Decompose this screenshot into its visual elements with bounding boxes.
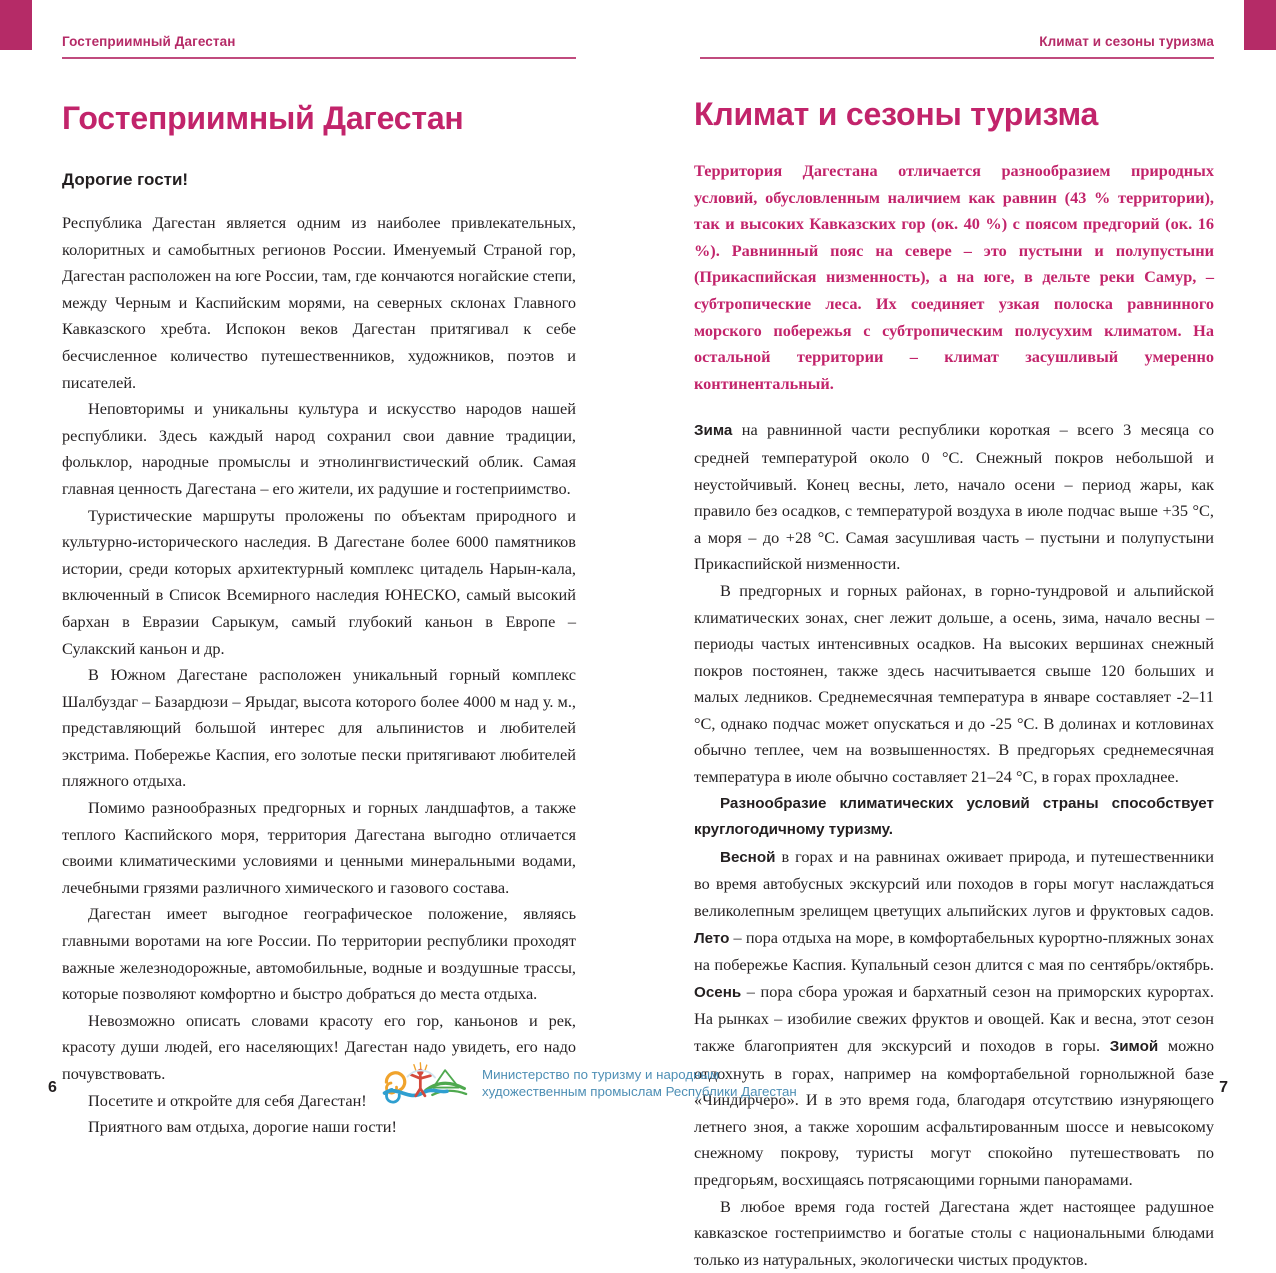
paragraph: В Южном Дагестане расположен уникальный горный комплекс Шалбуздаг – Базардюзи – Ярыдаг, высота которого более 4000 м над у. м., представляющий большой интерес для альпинистов и любителей экстрима. Побережье Каспия, его золотые пески притягивают любителей пляжного отдыха.: [62, 665, 576, 791]
paragraph-text-autumn: – пора сбора урожая и бархатный сезон на приморских курортах. На рынках – изобилие свежих фруктов и овощей. Как и весна, этот сезон также благоприятен для экскурсий и походов в горы.: [694, 981, 1214, 1055]
page-left: [0, 0, 638, 1137]
paragraph: Республика Дагестан является одним из наиболее привлекательных, колоритных и самобытных регионов России. Именуемый Страной гор, Дагестан расположен на юге России, там, где кончаются ногайские степи, между Черным и Каспийским морями, на северных склонах Главного Кавказского хребта. Испокон веков Дагестан притягивал к себе бесчисленное количество путешественников, художников, поэтов и писателей.: [62, 213, 576, 392]
paragraph: Приятного вам отдыха, дорогие наши гости!: [88, 1117, 397, 1137]
running-head-right: [700, 34, 1214, 66]
run-in-lead-winter-season: Зимой: [1109, 1038, 1159, 1055]
run-in-lead-spring: Весной: [720, 848, 776, 866]
run-in-lead-summer: Лето: [694, 929, 730, 947]
paragraph: Посетите и откройте для себя Дагестан!: [88, 1090, 367, 1110]
paragraph: Неповторимы и уникальны культура и искусство народов нашей республики. Здесь каждый народ сохранил свои давние традиции, фольклор, народные промыслы и этнолингвистический облик. Самая главная ценность Дагестана – его жители, их радушие и гостеприимство.: [62, 399, 576, 498]
paragraph-winter-plains: [694, 417, 1214, 578]
paragraph-year-round-tourism: Разнообразие климатических условий страны способствует круглогодичному туризму.: [694, 794, 1214, 839]
page-title-right: Климат и сезоны туризма: [694, 96, 1099, 132]
paragraph-text-winter: можно отдохнуть в горах, например на комфортабельной горнолыжной базе «Чиндирчеро». И в это время года, благодаря отсутствию изнуряющего летнего зноя, а также хорошим асфальтированным шоссе и невысокому снежному покрову, туристы могут спокойно путешествовать по предгорьям, восхищаясь потрясающими горными панорамами.: [694, 1036, 1214, 1189]
paragraph-text-summer: – пора отдыха на море, в комфортабельных курортно-пляжных зонах на побережье Каспия. Купальный сезон длится с мая по сентябрь/октябрь.: [694, 927, 1214, 975]
paragraph: Туристические маршруты проложены по объектам природного и культурно-исторического наследия. В Дагестане более 6000 памятников истории, среди которых архитектурный комплекс цитадель Нарын-кала, включенный в Список Всемирного наследия ЮНЕСКО, самый высокий бархан в Евразии Сарыкум, самый глубокий каньон в Европе – Сулакский каньон и др.: [62, 505, 576, 658]
paragraph-mountains: В предгорных и горных районах, в горно-тундровой и альпийской климатических зонах, снег лежит дольше, а осень, зима, начало весны – периоды частых интенсивных осадков. На высоких вершинах снежный покров постоянен, также здесь насчитывается свыше 120 больших и малых ледников. Среднемесячная температура в январе составляет -2–11 °С, однако подчас может опускаться и до -25 °С. В долинах и котловинах обычно теплее, чем на возвышенностях. В предгорьях среднемесячная температура в июле обычно составляет 21–24 °С, в горах прохладнее.: [694, 580, 1214, 787]
page-number-right: 7: [1219, 1079, 1228, 1096]
ministry-line-2: художественным промыслам Республики Дагестан: [482, 1084, 797, 1099]
body-column-left: [62, 210, 576, 1141]
running-head-rule-left: [62, 57, 576, 59]
running-head-left-text: Гостеприимный Дагестан: [62, 34, 236, 49]
paragraph: Невозможно описать словами красоту его гор, каньонов и рек, красоту души людей, его населяющих! Дагестан надо увидеть, его надо почувствовать.: [62, 1010, 576, 1083]
ministry-footer: [378, 1061, 898, 1105]
tourism-ministry-logo-icon: [378, 1061, 470, 1105]
running-head-left: [62, 34, 576, 66]
page-title-left: Гостеприимный Дагестан: [62, 100, 464, 136]
running-head-rule-right: [700, 57, 1214, 59]
ministry-footer-text: [482, 1066, 797, 1100]
paragraph: Помимо разнообразных предгорных и горных ландшафтов, а также теплого Каспийского моря, территория Дагестана выгодно отличается своими климатическими условиями и ценными минеральными водами, лечебными грязями различного химического и газового состава.: [62, 798, 576, 897]
paragraph-text-spring: в горах и на равнинах оживает природа, и путешественники во время автобусных экскурсий или походов в горы могут наслаждаться великолепным зрелищем цветущих альпийских лугов и фруктовых садов.: [694, 846, 1214, 921]
body-column-right: [694, 417, 1214, 1273]
ministry-line-1: Министерство по туризму и народным: [482, 1067, 720, 1082]
paragraph-seasons: [694, 844, 1214, 1194]
running-head-right-text: Климат и сезоны туризма: [1039, 34, 1214, 49]
run-in-lead-autumn: Осень: [694, 983, 742, 1001]
paragraph: Дагестан имеет выгодное географическое положение, являясь главными воротами на юге России. По территории республики проходят важные железнодорожные, автомобильные, водные и воздушные трассы, которые позволяют комфортно и быстро добраться до места отдыха.: [62, 904, 576, 1004]
page-number-left: 6: [48, 1079, 57, 1096]
paragraph-closing: В любое время года гостей Дагестана ждет настоящее радушное кавказское гостеприимство и богатые столы с национальными блюдами только из натуральных, экологически чистых продуктов.: [694, 1196, 1214, 1269]
run-in-lead-winter: Зима: [694, 422, 733, 440]
paragraph-text: на равнинной части республики короткая – всего 3 месяца со средней температурой около 0 °С. Снежный покров небольшой и неустойчивый. Конец весны, лето, начало осени – период жары, как правило без осадков, с температурой воздуха в июле подчас выше +35 °С, а моря – до +28 °С. Самая засушливая часть – пустыни и полупустыни Прикаспийской низменности.: [694, 420, 1214, 574]
subheading-greeting: Дорогие гости!: [62, 170, 189, 189]
lead-paragraph: Территория Дагестана отличается разнообразием природных условий, обусловленным наличием как равнин (43 % территории), так и высоких Кавказских гор (ок. 40 %) с поясом предгорий (ок. 16 %). Равнинный пояс на севере – это пустыни и полупустыни (Прикаспийская низменность), а на юге, в дельте реки Самур, – субтропические леса. Их соединяет узкая полоска равнинного морского побережья с субтропическим полусухим климатом. На остальной территории – климат засушливый умеренно континентальный.: [694, 161, 1214, 393]
page-right: [638, 0, 1276, 1269]
